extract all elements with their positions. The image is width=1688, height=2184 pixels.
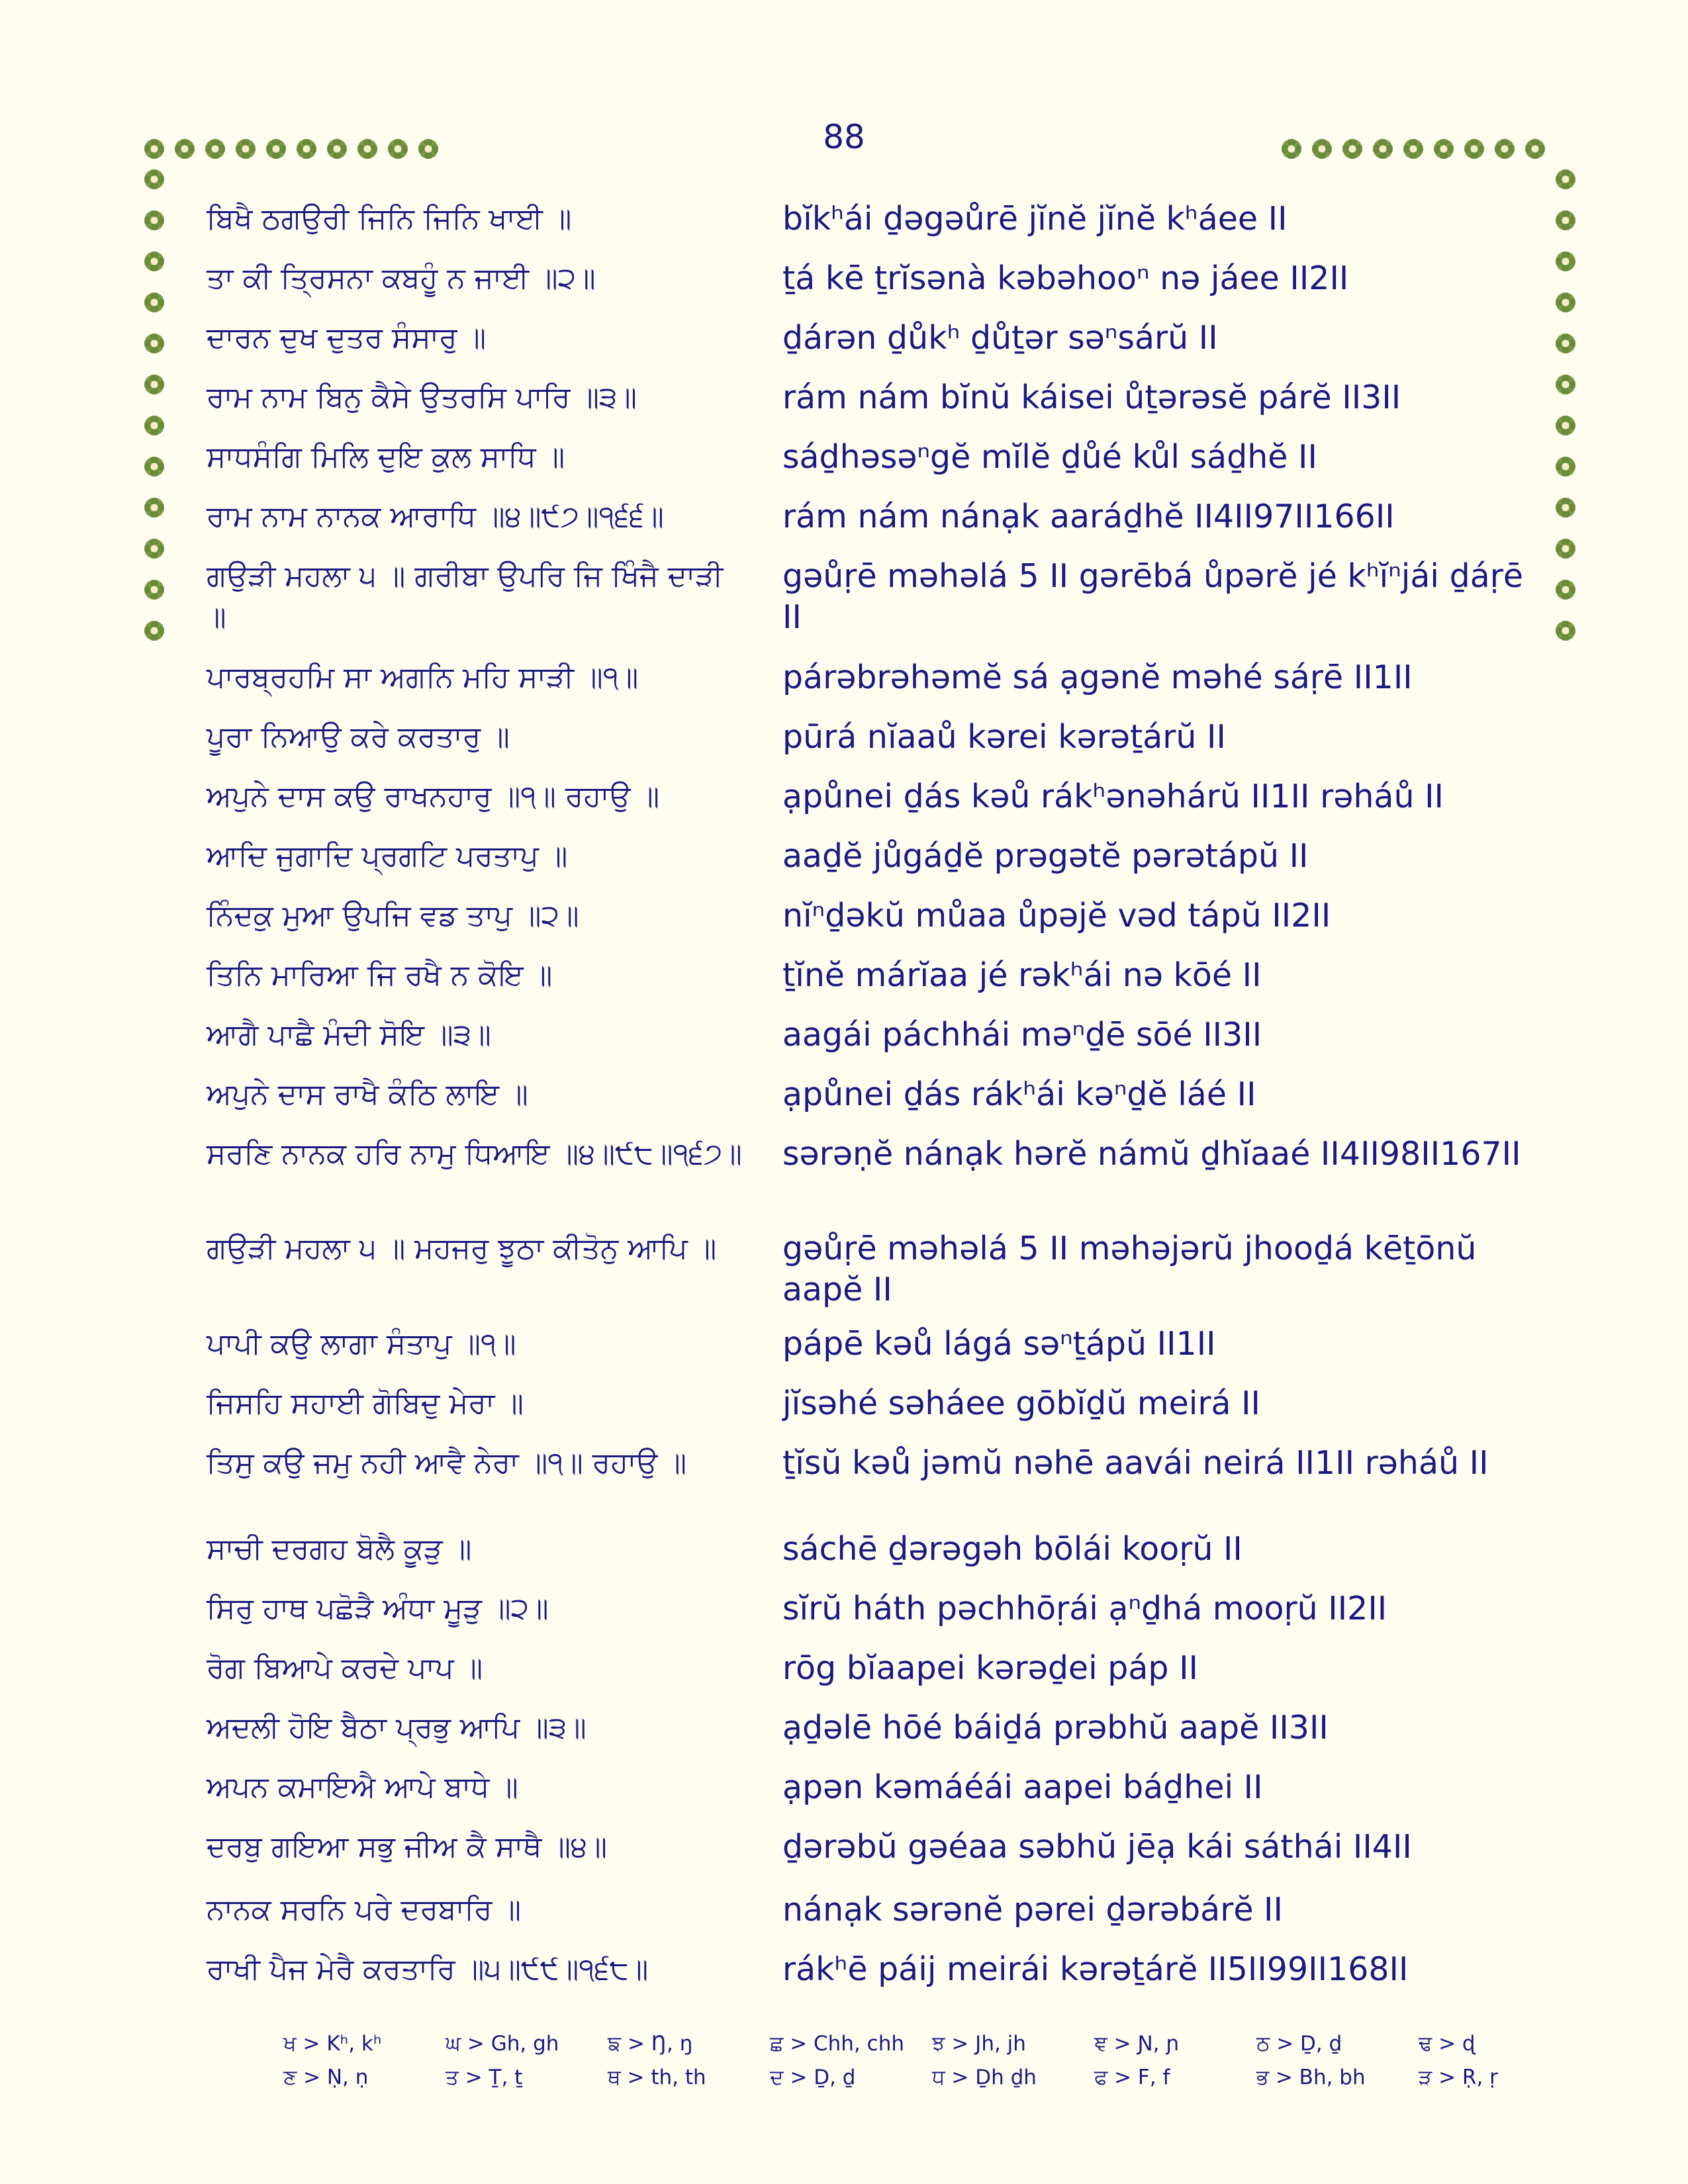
legend-item: ਭ > Bh, bh	[1256, 2066, 1366, 2089]
gurmukhi-line: ਅਪਨ ਕਮਾਇਐ ਆਪੇ ਬਾਧੇ ॥	[207, 1770, 518, 1804]
gurmukhi-line: ਆਦਿ ਜੁਗਾਦਿ ਪ੍ਰਗਟਿ ਪਰਤਾਪੁ ॥	[207, 839, 568, 873]
legend-item: ਤ > Ṯ, ṯ	[445, 2066, 523, 2089]
transliteration-line: gəůṛē məhəlá 5 II gərēbá ůpərĕ jé kʰĭⁿjái ḏáṛē II	[782, 557, 1524, 636]
flower-icon	[1556, 169, 1575, 189]
transliteration-line: rákʰē páij meirái kərəṯárĕ II5II99II168II	[782, 1950, 1409, 1988]
flower-icon	[144, 169, 164, 189]
gurmukhi-line: ਨਿੰਦਕੁ ਮੁਆ ਉਪਜਿ ਵਡ ਤਾਪੁ ॥੨॥	[207, 899, 579, 933]
legend-item: ਝ > Jh, jh	[932, 2032, 1026, 2056]
flower-icon	[1556, 498, 1575, 518]
gurmukhi-line: ਗਉੜੀ ਮਹਲਾ ੫ ॥ ਮਹਜਰੁ ਝੂਠਾ ਕੀਤੋਨੁ ਆਪਿ ॥	[207, 1232, 717, 1265]
gurmukhi-line: ਸਰਣਿ ਨਾਨਕ ਹਰਿ ਨਾਮੁ ਧਿਆਇ ॥੪॥੯੮॥੧੬੭॥	[207, 1137, 742, 1171]
transliteration-line: ṯĭsŭ kəů jəmŭ nəhē aavái neirá II1II rəháů II	[782, 1444, 1489, 1482]
flower-icon	[418, 139, 438, 159]
flower-icon	[297, 139, 316, 159]
gurmukhi-line: ਨਾਨਕ ਸਰਨਿ ਪਰੇ ਦਰਬਾਰਿ ॥	[207, 1893, 522, 1927]
legend-item: ਠ > Ḏ, ḏ	[1256, 2032, 1342, 2056]
flower-icon	[144, 334, 164, 353]
gurmukhi-line: ਬਿਖੈ ਠਗਉਰੀ ਜਿਨਿ ਜਿਨਿ ਖਾਈ ॥	[207, 202, 572, 236]
transliteration-line: ạpůnei ḏás rákʰái kəⁿḏĕ láé II	[782, 1075, 1256, 1113]
flower-icon	[144, 621, 164, 641]
gurmukhi-line: ਗਉੜੀ ਮਹਲਾ ੫ ॥ ਗਰੀਬਾ ਉਪਰਿ ਜਿ ਖਿੰਜੈ ਦਾੜੀ ॥	[207, 559, 724, 634]
transliteration-line: aagái páchhái məⁿḏē sōé II3II	[782, 1016, 1262, 1054]
transliteration-line: rám nám nánạk aaráḏhĕ II4II97II166II	[782, 498, 1395, 535]
transliteration-line: ṯĭnĕ márĭaa jé rəkʰái nə kōé II	[782, 956, 1262, 994]
transliteration-line: pūrá nĭaaů kərei kərəṯárŭ II	[782, 718, 1226, 756]
gurmukhi-line: ਸਾਚੀ ਦਰਗਹ ਬੋਲੈ ਕੂੜੁ ॥	[207, 1532, 472, 1566]
gurmukhi-line: ਰਾਖੀ ਪੈਜ ਮੇਰੈ ਕਰਤਾਰਿ ॥੫॥੯੯॥੧੬੮॥	[207, 1952, 649, 1986]
transliteration-line: párəbrəhəmĕ sá ạgənĕ məhé sáṛē II1II	[782, 659, 1413, 696]
flower-icon	[144, 139, 164, 159]
border-top-right	[1282, 139, 1545, 159]
flower-icon	[1556, 621, 1575, 641]
flower-icon	[1556, 457, 1575, 477]
transliteration-line: nánạk sərənĕ pərei ḏərəbárĕ II	[782, 1891, 1283, 1929]
flower-icon	[388, 139, 408, 159]
transliteration-line: rōg bĭaapei kərəḏei páp II	[782, 1649, 1198, 1687]
flower-icon	[144, 375, 164, 394]
transliteration-line: rám nám bĭnŭ káisei ůṯərəsĕ párĕ II3II	[782, 379, 1401, 416]
flower-icon	[236, 139, 256, 159]
legend-item: ਫ > F, f	[1094, 2066, 1170, 2089]
legend-item: ਞ > Ɲ, ɲ	[1094, 2032, 1180, 2056]
transliteration-line: jĭsəhé səháee gōbĭḏŭ meirá II	[782, 1385, 1260, 1422]
flower-icon	[1434, 139, 1454, 159]
gurmukhi-line: ਦਰਬੁ ਗਇਆ ਸਭੁ ਜੀਅ ਕੈ ਸਾਥੈ ॥੪॥	[207, 1830, 608, 1864]
transliteration-line: pápē kəů lágá səⁿṯápŭ II1II	[782, 1325, 1216, 1363]
flower-icon	[1342, 139, 1362, 159]
gurmukhi-line: ਆਗੈ ਪਾਛੈ ਮੰਦੀ ਸੋਇ ॥੩॥	[207, 1018, 491, 1052]
transliteration-line: sáḏhəsəⁿgĕ mĭlĕ ḏůé kůl sáḏhĕ II	[782, 438, 1317, 476]
transliteration-line: sərəṇĕ nánạk hərĕ námŭ ḏhĭaaé II4II98II167II	[782, 1135, 1521, 1173]
flower-icon	[144, 457, 164, 477]
flower-icon	[144, 580, 164, 600]
gurmukhi-line: ਤਿਸੁ ਕਉ ਜਮੁ ਨਹੀ ਆਵੈ ਨੇਰਾ ॥੧॥ ਰਹਾਉ ॥	[207, 1446, 687, 1480]
transliteration-line: ạḏəlē hōé báiḏá prəbhŭ aapĕ II3II	[782, 1709, 1329, 1747]
flower-icon	[1556, 334, 1575, 353]
transliteration-line: sĭrŭ háth pəchhōṛái ạⁿḏhá mooṛŭ II2II	[782, 1590, 1387, 1627]
flower-icon	[1556, 416, 1575, 435]
legend-item: ਛ > Chh, chh	[770, 2032, 905, 2056]
transliteration-line: bĭkʰái ḏəgəůrē jĭnĕ jĭnĕ kʰáee II	[782, 200, 1288, 238]
gurmukhi-line: ਸਾਧਸੰਗਿ ਮਿਲਿ ਦੁਇ ਕੁਲ ਸਾਧਿ ॥	[207, 440, 565, 474]
flower-icon	[1556, 251, 1575, 271]
page-number: 88	[823, 118, 865, 156]
flower-icon	[144, 416, 164, 435]
transliteration-line: ạpůnei ḏás kəů rákʰənəhárŭ II1II rəháů II	[782, 778, 1444, 815]
flower-icon	[1556, 210, 1575, 230]
gurmukhi-line: ਰੋਗ ਬਿਆਪੇ ਕਰਦੇ ਪਾਪ ॥	[207, 1651, 483, 1685]
transliteration-line: sáchē ḏərəgəh bōlái kooṛŭ II	[782, 1530, 1243, 1568]
border-top-left	[144, 139, 438, 159]
gurmukhi-line: ਪੂਰਾ ਨਿਆਉ ਕਰੇ ਕਰਤਾਰੁ ॥	[207, 720, 510, 754]
legend-item: ਙ > Ŋ, ŋ	[608, 2032, 693, 2056]
legend-item: ਣ > Ṇ, ṇ	[283, 2066, 369, 2089]
gurmukhi-line: ਦਾਰਨ ਦੁਖ ਦੁਤਰ ਸੰਸਾਰੁ ॥	[207, 321, 487, 355]
legend-item: ਖ > Kʰ, kʰ	[283, 2032, 382, 2056]
flower-icon	[175, 139, 195, 159]
flower-icon	[1312, 139, 1332, 159]
gurmukhi-line: ਤਾ ਕੀ ਤ੍ਰਿਸਨਾ ਕਬਹੂੰ ਨ ਜਾਈ ॥੨॥	[207, 261, 596, 295]
legend-item: ਢ > ɖ	[1419, 2032, 1476, 2056]
flower-icon	[1556, 293, 1575, 312]
gurmukhi-line: ਪਾਪੀ ਕਉ ਲਾਗਾ ਸੰਤਾਪੁ ॥੧॥	[207, 1327, 516, 1361]
gurmukhi-line: ਤਿਨਿ ਮਾਰਿਆ ਜਿ ਰਖੈ ਨ ਕੋਇ ॥	[207, 958, 553, 992]
gurmukhi-line: ਅਦਲੀ ਹੋਇ ਬੈਠਾ ਪ੍ਰਭੁ ਆਪਿ ॥੩॥	[207, 1711, 586, 1745]
flower-icon	[1495, 139, 1515, 159]
transliteration-line: nĭⁿḏəkŭ můaa ůpəjĕ vəd tápŭ II2II	[782, 897, 1331, 934]
flower-icon	[144, 293, 164, 312]
transliteration-line: ḏərəbŭ gəéaa səbhŭ jēạ kái sáthái II4II	[782, 1828, 1412, 1866]
legend-item: ਥ > th, th	[608, 2066, 706, 2089]
flower-icon	[1525, 139, 1545, 159]
flower-icon	[327, 139, 347, 159]
legend-item: ੜ > Ṛ, ṛ	[1419, 2066, 1498, 2089]
border-right	[1556, 169, 1575, 641]
legend-item: ਧ > Ḏh ḏh	[932, 2066, 1037, 2089]
flower-icon	[357, 139, 377, 159]
flower-icon	[144, 539, 164, 559]
gurmukhi-line: ਅਪੁਨੇ ਦਾਸ ਰਾਖੈ ਕੰਠਿ ਲਾਇ ॥	[207, 1077, 528, 1111]
border-left	[144, 169, 164, 641]
flower-icon	[144, 498, 164, 518]
flower-icon	[1373, 139, 1393, 159]
gurmukhi-line: ਪਾਰਬ੍ਰਹਮਿ ਸਾ ਅਗਨਿ ਮਹਿ ਸਾੜੀ ॥੧॥	[207, 660, 639, 694]
transliteration-line: aaḏĕ jůgáḏĕ prəgətĕ pərətápŭ II	[782, 837, 1309, 875]
flower-icon	[144, 251, 164, 271]
gurmukhi-line: ਸਿਰੁ ਹਾਥ ਪਛੋੜੈ ਅੰਧਾ ਮੂੜੁ ॥੨॥	[207, 1592, 549, 1625]
flower-icon	[1556, 539, 1575, 559]
flower-icon	[144, 210, 164, 230]
gurmukhi-line: ਅਪੁਨੇ ਦਾਸ ਕਉ ਰਾਖਨਹਾਰੁ ॥੧॥ ਰਹਾਉ ॥	[207, 780, 660, 813]
flower-icon	[1556, 580, 1575, 600]
transliteration-line: ạpən kəmáéái aapei báḏhei II	[782, 1768, 1263, 1806]
flower-icon	[266, 139, 286, 159]
transliteration-legend	[283, 2032, 1581, 2090]
flower-icon	[1556, 375, 1575, 394]
flower-icon	[205, 139, 225, 159]
transliteration-line: ḏárən ḏůkʰ ḏůṯər səⁿsárŭ II	[782, 319, 1218, 357]
gurmukhi-line: ਰਾਮ ਨਾਮ ਬਿਨੁ ਕੈਸੇ ਉਤਰਸਿ ਪਾਰਿ ॥੩॥	[207, 381, 637, 414]
transliteration-line: ṯá kē ṯrĭsənà kəbəhooⁿ nə jáee II2II	[782, 259, 1349, 297]
flower-icon	[1403, 139, 1423, 159]
flower-icon	[1464, 139, 1484, 159]
transliteration-line: gəůṛē məhəlá 5 II məhəjərŭ jhooḏá kēṯōnŭ aapĕ II	[782, 1230, 1477, 1308]
gurmukhi-line: ਰਾਮ ਨਾਮ ਨਾਨਕ ਆਰਾਧਿ ॥੪॥੯੭॥੧੬੬॥	[207, 500, 664, 533]
gurmukhi-line: ਜਿਸਹਿ ਸਹਾਈ ਗੋਬਿਦੁ ਮੇਰਾ ॥	[207, 1387, 524, 1420]
legend-item: ਦ > Ḏ, ḏ	[770, 2066, 856, 2089]
flower-icon	[1282, 139, 1301, 159]
legend-item: ਘ > Gh, gh	[445, 2032, 559, 2056]
